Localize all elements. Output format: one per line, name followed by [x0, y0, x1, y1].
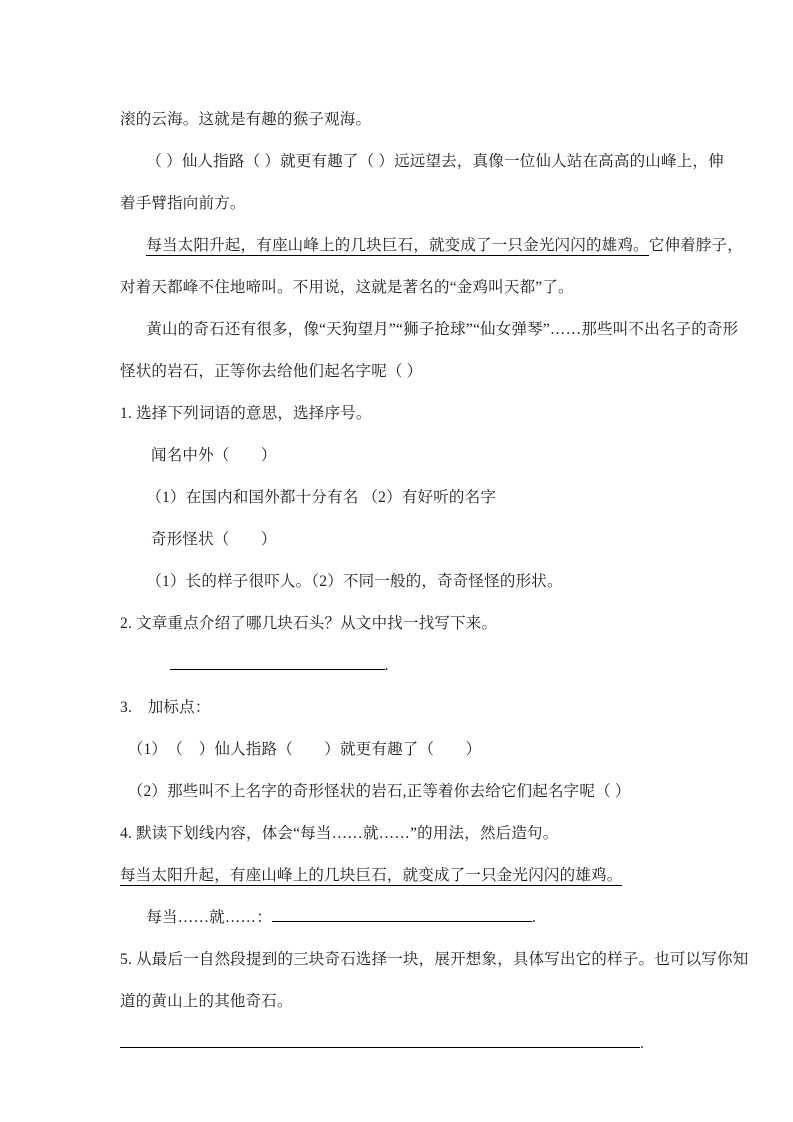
text-line: [120, 183, 677, 225]
text-segment: （1）长的样子很吓人。（2）不同一般的，奇奇怪怪的形状。: [146, 573, 563, 590]
text-line: [120, 645, 677, 687]
text-line: [120, 1023, 677, 1065]
text-segment: 2. 文章重点介绍了哪几块石头？从文中找一找写下来。: [120, 615, 498, 632]
text-segment: .: [384, 657, 389, 674]
text-segment: 3. 加标点：: [120, 699, 211, 716]
text-line: [120, 771, 677, 813]
text-segment: 每当……就……：: [146, 909, 272, 926]
text-segment: 闻名中外（ ）: [151, 447, 277, 464]
text-line: [120, 561, 677, 603]
text-segment: 5. 从最后一自然段提到的三块奇石选择一块，展开想象，具体写出它的样子。也可以写你知: [120, 951, 749, 968]
text-line: [120, 477, 677, 519]
text-line: [120, 939, 749, 981]
text-line: [120, 393, 677, 435]
text-segment: （1） （ ）仙人指路（ ）就更有趣了（ ）: [127, 741, 482, 758]
text-line: [120, 141, 724, 183]
text-line: [120, 981, 677, 1023]
text-segment: .: [640, 1035, 645, 1052]
text-line: [120, 729, 677, 771]
text-line: [120, 309, 739, 351]
document-body: [120, 99, 749, 1065]
answer-blank[interactable]: [170, 652, 385, 670]
text-segment: 着手臂指向前方。: [120, 195, 246, 212]
text-line: [120, 267, 677, 309]
text-line: [120, 435, 677, 477]
text-line: [120, 225, 743, 267]
text-line: [120, 855, 677, 897]
text-line: [120, 351, 677, 393]
text-segment: 1. 选择下列词语的意思，选择序号。: [120, 405, 372, 422]
text-segment: （ ）仙人指路（ ）就更有趣了（ ）远远望去，真像一位仙人站在高高的山峰上，伸: [146, 153, 724, 170]
text-segment: 它伸着脖子，: [648, 237, 743, 254]
text-segment: 怪状的岩石，正等你去给他们起名字呢（ ）: [120, 363, 423, 380]
text-segment: （1）在国内和国外都十分有名 （2）有好听的名字: [146, 489, 497, 506]
text-segment: 黄山的奇石还有很多，像“天狗望月”“狮子抢球”“仙女弹琴”……那些叫不出名子的奇形: [146, 321, 739, 338]
text-segment: 4. 默读下划线内容，体会“每当……就……”的用法，然后造句。: [120, 825, 559, 842]
text-line: [120, 519, 677, 561]
text-segment: .: [531, 909, 537, 926]
text-line: [120, 897, 677, 939]
text-segment: （2）那些叫不上名字的奇形怪状的岩石,正等着你去给它们起名字呢（ ）: [127, 783, 631, 800]
underlined-text-segment: 每当太阳升起，有座山峰上的几块巨石，就变成了一只金光闪闪的雄鸡。: [120, 867, 623, 884]
text-segment: 奇形怪状（ ）: [151, 531, 277, 548]
text-segment: 滚的云海。这就是有趣的猴子观海。: [120, 111, 372, 128]
text-segment: 对着天都峰不住地啼叫。不用说，这就是著名的“金鸡叫天都”了。: [120, 279, 574, 296]
text-segment: 道的黄山上的其他奇石。: [120, 993, 293, 1010]
answer-blank[interactable]: [120, 1030, 640, 1048]
text-line: [120, 603, 677, 645]
answer-blank[interactable]: [272, 904, 532, 922]
text-line: [120, 99, 677, 141]
underlined-text-segment: 每当太阳升起，有座山峰上的几块巨石，就变成了一只金光闪闪的雄鸡。: [146, 237, 649, 254]
text-line: [120, 813, 677, 855]
text-line: [120, 687, 677, 729]
